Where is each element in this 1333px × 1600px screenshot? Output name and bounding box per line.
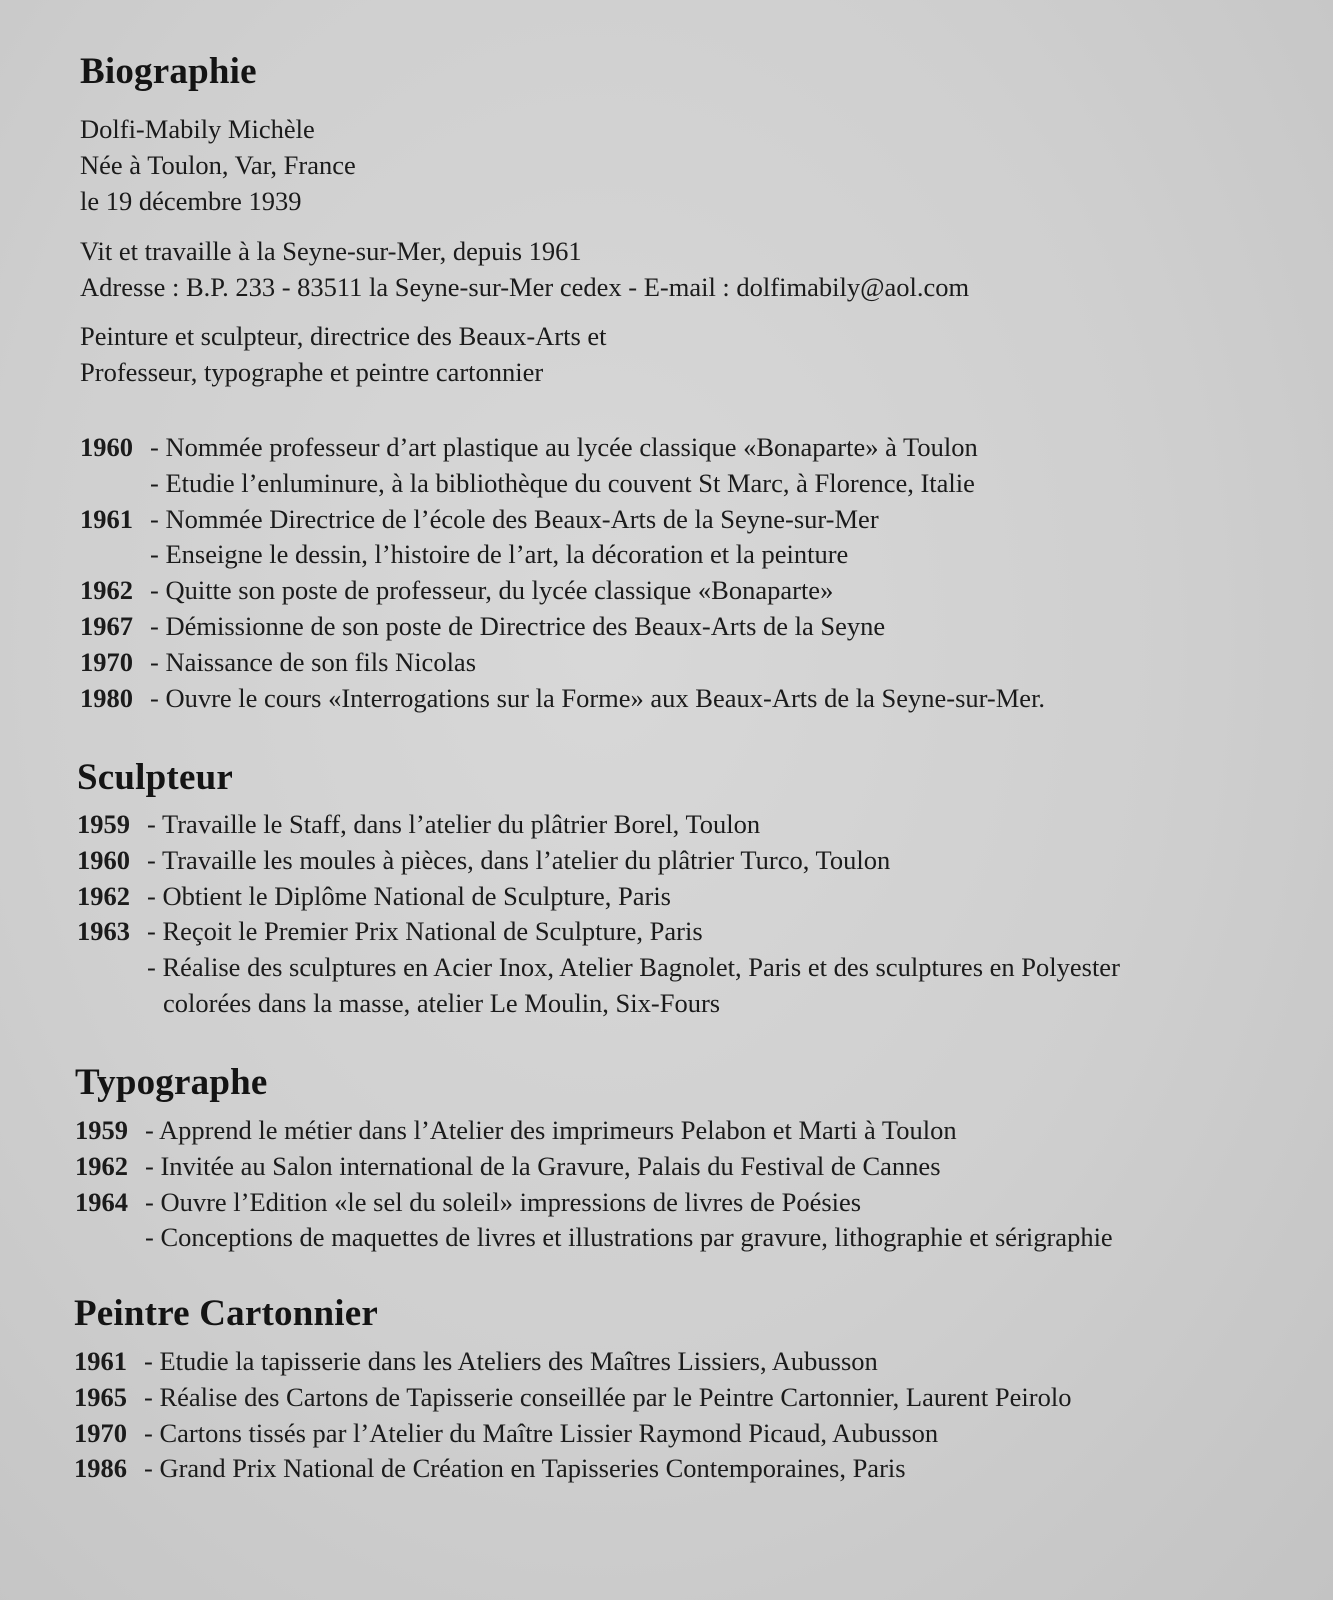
- text-line: Vit et travaille à la Seyne-sur-Mer, depuis 1961: [80, 236, 582, 266]
- timeline-entry: [77, 879, 1120, 915]
- text-line: le 19 décembre 1939: [80, 186, 302, 216]
- entry-year: [80, 466, 150, 502]
- text-line: Professeur, typographe et peintre cartonnier: [80, 357, 544, 387]
- timeline-entry: [74, 1380, 1071, 1416]
- entry-year: 1963: [77, 916, 130, 947]
- timeline-entry: [74, 1344, 1071, 1380]
- entry-year: 1970: [74, 1417, 127, 1448]
- entry-text: - Invitée au Salon international de la Gravure, Palais du Festival de Cannes: [145, 1150, 941, 1181]
- timeline-entry: [77, 986, 1120, 1022]
- entry-year: 1961: [80, 503, 133, 534]
- text-line: Peinture et sculpteur, directrice des Beaux-Arts et: [80, 321, 607, 351]
- entry-year: [80, 537, 150, 573]
- timeline: [80, 430, 1045, 716]
- timeline-entry: [77, 950, 1120, 986]
- timeline-entry: [74, 1451, 1071, 1487]
- timeline-entry: [77, 843, 1120, 879]
- timeline-entry: [75, 1113, 1113, 1149]
- section-title: Sculpteur: [77, 757, 233, 798]
- entry-year: 1959: [77, 809, 130, 839]
- entry-year: 1962: [80, 575, 133, 606]
- section-biographie: [80, 50, 1045, 716]
- timeline: [77, 807, 1120, 1022]
- entry-text: - Réalise des sculptures en Acier Inox, Atelier Bagnolet, Paris et des sculptures en Polyester: [147, 952, 1120, 983]
- entry-text: - Naissance de son fils Nicolas: [150, 646, 477, 677]
- entry-year: 1960: [77, 844, 130, 875]
- entry-year: 1962: [75, 1150, 128, 1181]
- timeline: [75, 1113, 1113, 1256]
- identity-block: [80, 111, 1045, 219]
- section-typographe: [75, 1061, 1113, 1256]
- entry-text: - Nommée professeur d’art plastique au lycée classique «Bonaparte» à Toulon: [150, 432, 978, 462]
- entry-text: - Nommée Directrice de l’école des Beaux-Arts de la Seyne-sur-Mer: [150, 503, 879, 534]
- section-title: Typographe: [75, 1062, 268, 1103]
- entry-text: - Ouvre le cours «Interrogations sur la Forme» aux Beaux-Arts de la Seyne-sur-Mer.: [150, 682, 1046, 713]
- entry-text: - Apprend le métier dans l’Atelier des imprimeurs Pelabon et Marti à Toulon: [145, 1115, 957, 1145]
- timeline-entry: [80, 681, 1045, 717]
- entry-year: 1965: [74, 1381, 127, 1412]
- entry-year: 1960: [80, 432, 133, 462]
- profession-block: [80, 318, 1045, 390]
- section-title: Biographie: [80, 51, 257, 92]
- text-line: Adresse : B.P. 233 - 83511 la Seyne-sur-Mer cedex - E-mail : dolfimabily@aol.com: [80, 272, 970, 302]
- entry-text: colorées dans la masse, atelier Le Moulin, Six-Fours: [163, 987, 721, 1018]
- section-peintre-cartonnier: [74, 1292, 1071, 1487]
- entry-text: - Etudie l’enluminure, à la bibliothèque du couvent St Marc, à Florence, Italie: [150, 467, 975, 498]
- timeline-entry: [75, 1220, 1113, 1256]
- timeline-entry: [80, 430, 1045, 466]
- entry-year: 1964: [75, 1186, 128, 1217]
- timeline-entry: [77, 807, 1120, 843]
- entry-year: 1967: [80, 610, 133, 641]
- entry-text: - Travaille les moules à pièces, dans l’atelier du plâtrier Turco, Toulon: [147, 844, 891, 875]
- entry-text: - Enseigne le dessin, l’histoire de l’art, la décoration et la peinture: [150, 539, 849, 570]
- timeline: [74, 1344, 1071, 1487]
- entry-text: - Grand Prix National de Création en Tapisseries Contemporaines, Paris: [144, 1453, 906, 1484]
- entry-year: [77, 950, 147, 986]
- residence-block: [80, 233, 1045, 305]
- entry-year: 1959: [75, 1115, 128, 1145]
- entry-text: - Reçoit le Premier Prix National de Sculpture, Paris: [147, 916, 703, 947]
- timeline-entry: [80, 466, 1045, 502]
- text-line: Dolfi-Mabily Michèle: [80, 114, 315, 144]
- timeline-entry: [75, 1185, 1113, 1221]
- timeline-entry: [80, 609, 1045, 645]
- entry-text: - Ouvre l’Edition «le sel du soleil» impressions de livres de Poésies: [145, 1186, 862, 1217]
- entry-text: - Démissionne de son poste de Directrice des Beaux-Arts de la Seyne: [150, 610, 886, 641]
- entry-year: 1961: [74, 1346, 127, 1376]
- entry-text: - Réalise des Cartons de Tapisserie conseillée par le Peintre Cartonnier, Laurent Peirolo: [144, 1381, 1072, 1412]
- timeline-entry: [80, 537, 1045, 573]
- entry-text: - Quitte son poste de professeur, du lycée classique «Bonaparte»: [150, 575, 834, 606]
- entry-year: 1986: [74, 1453, 127, 1484]
- section-sculpteur: [77, 756, 1120, 1022]
- timeline-entry: [80, 645, 1045, 681]
- timeline-entry: [80, 573, 1045, 609]
- entry-text: - Conceptions de maquettes de livres et illustrations par gravure, lithographie et sérigraphie: [145, 1222, 1113, 1253]
- section-title: Peintre Cartonnier: [74, 1293, 378, 1334]
- timeline-entry: [77, 914, 1120, 950]
- entry-year: 1962: [77, 880, 130, 911]
- timeline-entry: [74, 1416, 1071, 1452]
- entry-text: - Travaille le Staff, dans l’atelier du plâtrier Borel, Toulon: [147, 809, 761, 839]
- entry-year: 1970: [80, 646, 133, 677]
- entry-year: [75, 1220, 145, 1256]
- entry-year: [77, 986, 147, 1022]
- text-line: Née à Toulon, Var, France: [80, 150, 356, 180]
- entry-text: - Etudie la tapisserie dans les Ateliers des Maîtres Lissiers, Aubusson: [144, 1346, 878, 1376]
- timeline-entry: [80, 502, 1045, 538]
- entry-text: - Obtient le Diplôme National de Sculpture, Paris: [147, 880, 671, 911]
- timeline-entry: [75, 1149, 1113, 1185]
- entry-year: 1980: [80, 682, 133, 713]
- entry-text: - Cartons tissés par l’Atelier du Maître Lissier Raymond Picaud, Aubusson: [144, 1417, 939, 1448]
